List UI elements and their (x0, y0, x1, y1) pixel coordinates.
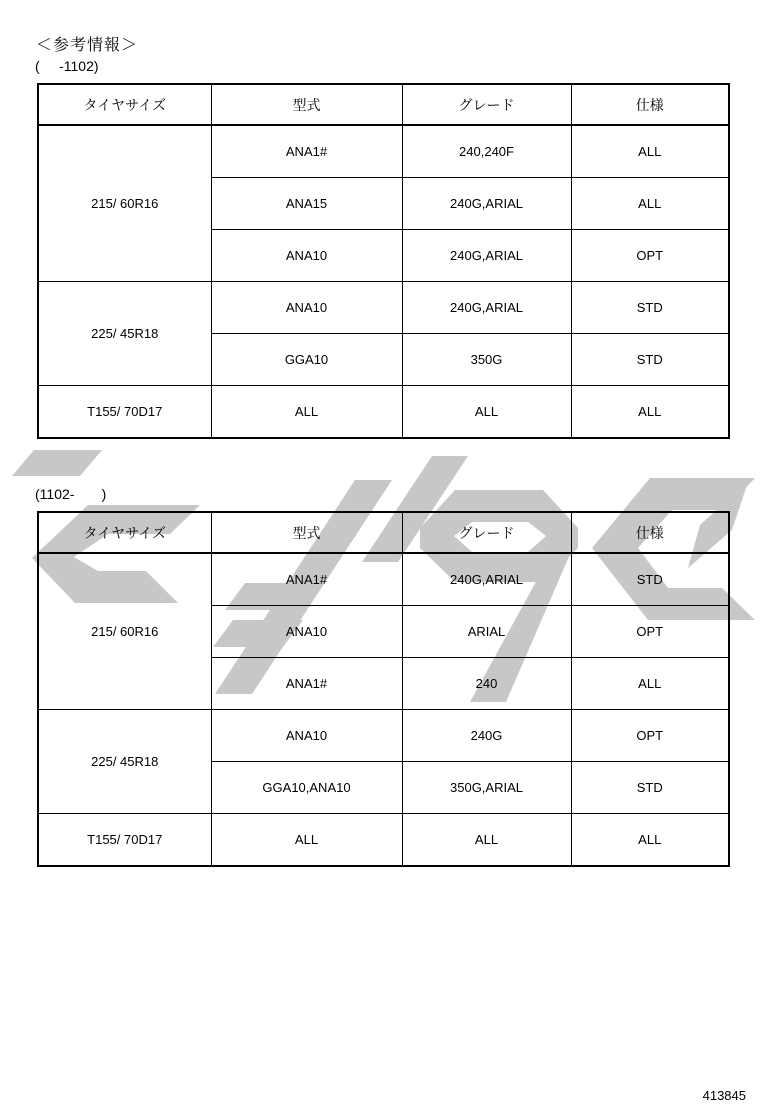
cell-grade: 240G (402, 710, 571, 762)
cell-model: ANA10 (211, 606, 402, 658)
cell-grade: 350G,ARIAL (402, 762, 571, 814)
cell-spec: ALL (571, 658, 729, 710)
cell-spec: OPT (571, 230, 729, 282)
cell-model: GGA10,ANA10 (211, 762, 402, 814)
table-row (38, 553, 729, 606)
cell-model: ANA15 (211, 178, 402, 230)
cell-spec: ALL (571, 814, 729, 867)
cell-grade: 240G,ARIAL (402, 282, 571, 334)
cell-grade: 240G,ARIAL (402, 178, 571, 230)
cell-model: ALL (211, 814, 402, 867)
cell-spec: ALL (571, 386, 729, 439)
doc-number: 413845 (702, 1088, 746, 1103)
column-header-grade: グレード (402, 84, 571, 125)
table-row (38, 814, 729, 867)
tire-spec-table-from-1102 (37, 511, 730, 867)
tire-spec-table-before-1102 (37, 83, 730, 439)
cell-grade: 240G,ARIAL (402, 230, 571, 282)
cell-spec: STD (571, 553, 729, 606)
cell-model: ANA10 (211, 710, 402, 762)
column-header-spec: 仕様 (571, 84, 729, 125)
cell-grade: 350G (402, 334, 571, 386)
column-header-tire-size: タイヤサイズ (38, 84, 211, 125)
header-row (38, 512, 729, 553)
table-row (38, 710, 729, 762)
cell-spec: STD (571, 762, 729, 814)
column-header-spec: 仕様 (571, 512, 729, 553)
cell-tire-size: T155/ 70D17 (38, 814, 211, 867)
cell-grade: ARIAL (402, 606, 571, 658)
page-title: ＜参考情報＞ (36, 37, 139, 54)
column-header-model: 型式 (211, 512, 402, 553)
cell-model: ALL (211, 386, 402, 439)
table-row (38, 386, 729, 439)
cell-grade: 240 (402, 658, 571, 710)
cell-tire-size: 225/ 45R18 (38, 282, 211, 386)
table-row (38, 125, 729, 178)
cell-grade: ALL (402, 386, 571, 439)
cell-model: GGA10 (211, 334, 402, 386)
cell-spec: OPT (571, 710, 729, 762)
range-label-before-1102: ( -1102) (35, 58, 99, 74)
cell-spec: STD (571, 282, 729, 334)
column-header-model: 型式 (211, 84, 402, 125)
cell-grade: ALL (402, 814, 571, 867)
cell-model: ANA1# (211, 658, 402, 710)
cell-tire-size: 215/ 60R16 (38, 553, 211, 710)
cell-spec: STD (571, 334, 729, 386)
header-row (38, 84, 729, 125)
cell-spec: OPT (571, 606, 729, 658)
cell-grade: 240,240F (402, 125, 571, 178)
cell-spec: ALL (571, 178, 729, 230)
cell-grade: 240G,ARIAL (402, 553, 571, 606)
range-label-from-1102: (1102- ) (35, 486, 107, 502)
column-header-tire-size: タイヤサイズ (38, 512, 211, 553)
cell-tire-size: 215/ 60R16 (38, 125, 211, 282)
cell-tire-size: T155/ 70D17 (38, 386, 211, 439)
cell-spec: ALL (571, 125, 729, 178)
cell-tire-size: 225/ 45R18 (38, 710, 211, 814)
cell-model: ANA1# (211, 125, 402, 178)
column-header-grade: グレード (402, 512, 571, 553)
cell-model: ANA10 (211, 230, 402, 282)
cell-model: ANA1# (211, 553, 402, 606)
cell-model: ANA10 (211, 282, 402, 334)
table-row (38, 282, 729, 334)
